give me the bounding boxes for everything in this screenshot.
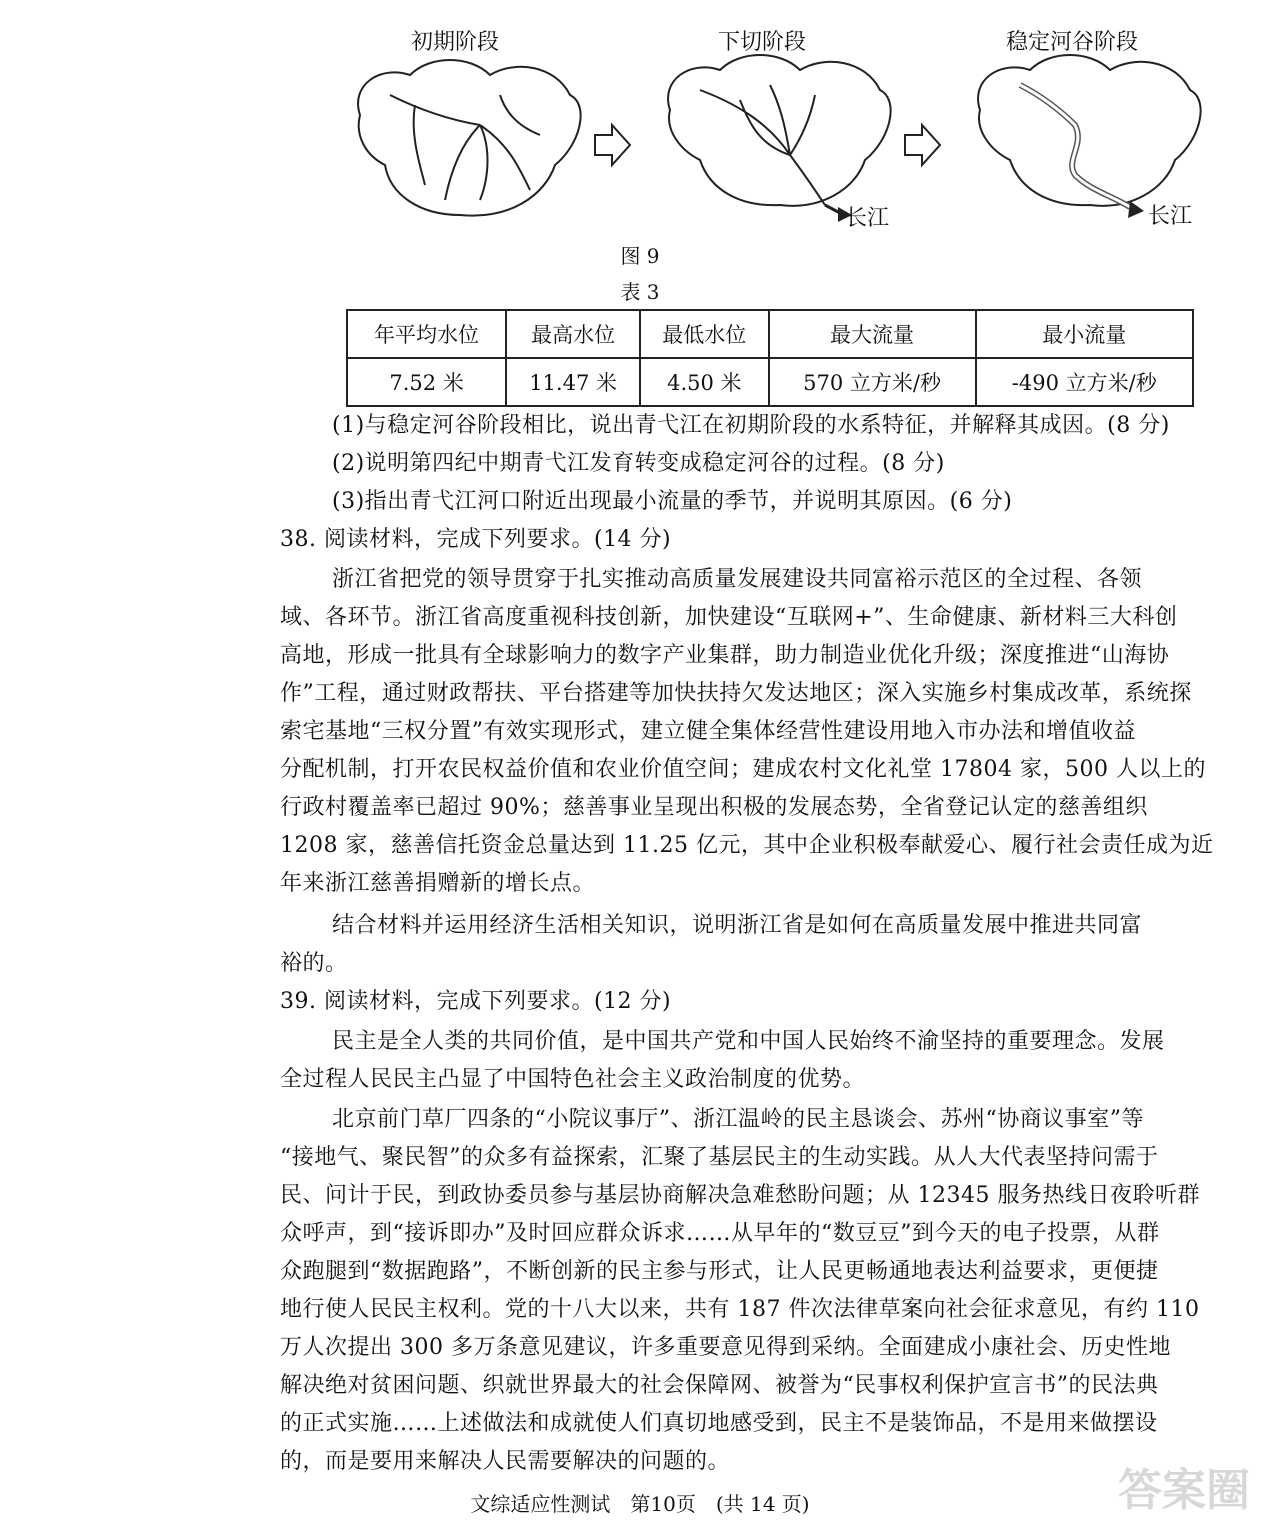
figure-9 (340, 25, 1220, 240)
q39-p2-line: 众跑腿到“数据跑路”，不断创新的民主参与形式，让人民更畅通地表达利益要求，更便捷 (280, 1259, 1159, 1284)
q39-p2-line: “接地气、聚民智”的众多有益探索，汇聚了基层民主的生动实践。从人大代表坚持问需于 (280, 1145, 1159, 1170)
q38-task-line: 裕的。 (280, 951, 348, 976)
table-header-cell: 年平均水位 (347, 310, 506, 358)
table-cell: 570 立方米/秒 (769, 358, 976, 406)
watermark-logo: 答案圈 (1118, 1465, 1250, 1516)
table-header-cell: 最小流量 (976, 310, 1193, 358)
table-cell: 11.47 米 (506, 358, 640, 406)
page-footer: 文综适应性测试 第10页 (共 14 页) (470, 1492, 810, 1516)
figure-caption: 图 9 (620, 244, 660, 268)
q38-heading: 38. 阅读材料，完成下列要求。(14 分) (280, 527, 672, 552)
q39-p2-line: 众呼声，到“接诉即办”及时回应群众诉求……从早年的“数豆豆”到今天的电子投票，从群 (280, 1221, 1160, 1246)
q37-sub1: (1)与稳定河谷阶段相比，说出青弋江在初期阶段的水系特征，并解释其成因。(8 分) (332, 413, 1170, 438)
q39-p2-line: 的正式实施……上述做法和成就使人们真切地感受到，民主不是装饰品，不是用来做摆设 (280, 1411, 1158, 1436)
q39-p2-line: 地行使人民民主权利。党的十八大以来，共有 187 件次法律草案向社会征求意见，有约 110 (280, 1297, 1200, 1322)
q39-p2-line: 北京前门草厂四条的“小院议事厅”、浙江温岭的民主恳谈会、苏州“协商议事室”等 (332, 1107, 1144, 1132)
q38-p1-line: 索宅基地“三权分置”有效实现形式，建立健全集体经营性建设用地入市办法和增值收益 (280, 719, 1136, 744)
table-cell: 4.50 米 (640, 358, 768, 406)
stage-title-incision: 下切阶段 (717, 30, 806, 55)
q39-p1-line: 民主是全人类的共同价值，是中国共产党和中国人民始终不渝坚持的重要理念。发展 (332, 1029, 1165, 1054)
q38-p1-line: 行政村覆盖率已超过 90%；慈善事业呈现出积极的发展态势，全省登记认定的慈善组织 (280, 795, 1148, 820)
table-cell: -490 立方米/秒 (976, 358, 1193, 406)
q39-p2-line: 解决绝对贫困问题、织就世界最大的社会保障网、被誉为“民事权利保护宣言书”的民法典 (280, 1373, 1159, 1398)
q39-heading: 39. 阅读材料，完成下列要求。(12 分) (280, 989, 672, 1014)
q38-p1-line: 域、各环节。浙江省高度重视科技创新，加快建设“互联网+”、生命健康、新材料三大科创 (280, 605, 1178, 630)
table-header-cell: 最低水位 (640, 310, 768, 358)
q38-p1-line: 浙江省把党的领导贯穿于扎实推动高质量发展建设共同富裕示范区的全过程、各领 (332, 567, 1143, 592)
table-header-row (347, 310, 1193, 358)
q38-p1-line: 高地，形成一批具有全球影响力的数字产业集群，助力制造业优化升级；深度推进“山海协 (280, 643, 1170, 668)
arrow-2 (905, 125, 940, 165)
stage-title-stable: 稳定河谷阶段 (1005, 30, 1138, 55)
basin-incision (668, 55, 891, 206)
q39-p2-line: 的，而是要用来解决人民需要解决的问题的。 (280, 1449, 731, 1474)
q37-sub3: (3)指出青弋江河口附近出现最小流量的季节，并说明其原因。(6 分) (332, 489, 1013, 514)
q39-p2-line: 民、问计于民，到政协委员参与基层协商解决急难愁盼问题；从 12345 服务热线日夜聆听群 (280, 1183, 1200, 1208)
q38-p1-line: 1208 家，慈善信托资金总量达到 11.25 亿元，其中企业积极奉献爱心、履行社会责任成为近 (280, 833, 1214, 858)
river-label-incision: 长江 (845, 206, 890, 231)
stage-diagrams (340, 25, 1220, 240)
outflow-arrow-stable (1128, 201, 1144, 218)
q38-p1-line: 作”工程，通过财政帮扶、平台搭建等加快扶持欠发达地区；深入实施乡村集成改革，系统探 (280, 681, 1192, 706)
table-row (347, 358, 1193, 406)
q39-p1-line: 全过程人民民主凸显了中国特色社会主义政治制度的优势。 (280, 1067, 866, 1092)
q38-task-line: 结合材料并运用经济生活相关知识，说明浙江省是如何在高质量发展中推进共同富 (332, 913, 1143, 938)
table-header-cell: 最高水位 (506, 310, 640, 358)
table-header-cell: 最大流量 (769, 310, 976, 358)
table-3 (346, 309, 1194, 407)
stage-title-initial: 初期阶段 (410, 30, 499, 55)
q39-p2-line: 万人次提出 300 多万条意见建议，许多重要意见得到采纳。全面建成小康社会、历史性地 (280, 1335, 1171, 1360)
table-title: 表 3 (620, 280, 660, 304)
q37-sub2: (2)说明第四纪中期青弋江发育转变成稳定河谷的过程。(8 分) (332, 451, 945, 476)
q38-p1-line: 分配机制，打开农民权益价值和农业价值空间；建成农村文化礼堂 17804 家，500 人以上的 (280, 757, 1206, 782)
q38-p1-line: 年来浙江慈善捐赠新的增长点。 (280, 871, 596, 896)
arrow-1 (595, 125, 630, 165)
table-cell: 7.52 米 (347, 358, 506, 406)
river-label-stable: 长江 (1148, 204, 1193, 229)
